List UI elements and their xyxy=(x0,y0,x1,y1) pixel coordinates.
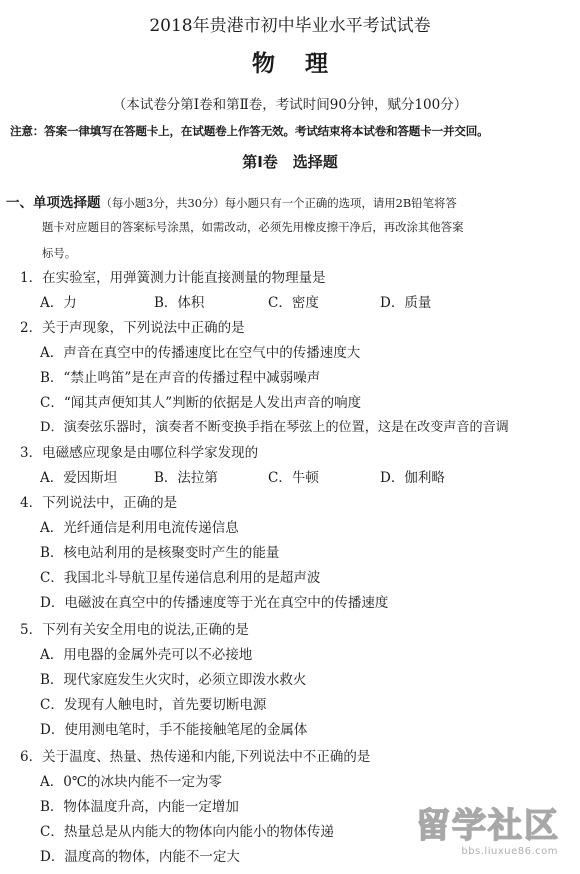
question-1-stem: 1．在实验室，用弹簧测力计能直接测量的物理量是 xyxy=(20,270,326,286)
watermark-logo xyxy=(410,806,560,862)
part-heading-line xyxy=(6,193,457,213)
question-4-option-d: D．电磁波在真空中的传播速度等于光在真空中的传播速度 xyxy=(40,595,389,611)
question-2-option-c: C．“闻其声便知其人”判断的依据是人发出声音的响度 xyxy=(40,395,362,411)
question-5-option-b: B．现代家庭发生火灾时，必须立即泼水救火 xyxy=(40,672,307,688)
question-2-option-d: D．演奏弦乐器时，演奏者不断变换手指在琴弦上的位置，这是在改变声音的音调 xyxy=(40,420,509,435)
exam-title: 2018年贵港市初中毕业水平考试试卷 xyxy=(149,16,431,36)
part-instructions-line2: 题卡对应题目的答案标号涂黑，如需改动，必须先用橡皮擦干净后，再改涂其他答案 xyxy=(42,220,464,234)
watermark-url: bbs.liuxue86.com xyxy=(461,846,558,857)
question-1-option-d: D．质量 xyxy=(380,295,432,311)
question-6-option-d: D．温度高的物体，内能不一定大 xyxy=(40,849,240,865)
section-title: 第Ⅰ卷 选择题 xyxy=(242,153,338,171)
question-2-option-b: B．“禁止鸣笛”是在声音的传播过程中减弱噪声 xyxy=(40,370,321,386)
question-6-option-c: C．热量总是从内能大的物体向内能小的物体传递 xyxy=(40,824,334,840)
watermark-logo-text: 留学社区 xyxy=(416,806,560,846)
part-heading: 一、单项选择题 xyxy=(6,195,101,211)
question-2-stem: 2．关于声现象，下列说法中正确的是 xyxy=(20,320,245,336)
question-5-option-c: C．发现有人触电时，首先要切断电源 xyxy=(40,697,267,713)
question-3-stem: 3．电磁感应现象是由哪位科学家发现的 xyxy=(20,445,259,461)
question-6-option-a: A．0℃的冰块内能不一定为零 xyxy=(40,774,222,790)
question-4-option-a: A．光纤通信是利用电流传递信息 xyxy=(40,520,239,536)
question-4-stem: 4．下列说法中，正确的是 xyxy=(20,495,178,511)
exam-notice: 注意：答案一律填写在答题卡上，在试题卷上作答无效。考试结束将本试卷和答题卡一并交回。 xyxy=(10,124,489,138)
subject-title: 物理 xyxy=(252,50,358,77)
question-5-option-d: D．使用测电笔时，手不能接触笔尾的金属体 xyxy=(40,722,308,738)
part-instructions-line3: 标号。 xyxy=(42,246,77,260)
question-3-option-b: B．法拉第 xyxy=(154,470,218,486)
question-2-option-a: A．声音在真空中的传播速度比在空气中的传播速度大 xyxy=(40,345,361,361)
question-5-option-a: A．用电器的金属外壳可以不必接地 xyxy=(40,647,253,663)
question-4-option-c: C．我国北斗导航卫星传递信息利用的是超声波 xyxy=(40,570,321,586)
question-3-option-a: A．爱因斯坦 xyxy=(40,470,118,486)
question-6-option-b: B．物体温度升高，内能一定增加 xyxy=(40,799,239,815)
question-1-option-a: A．力 xyxy=(40,295,77,311)
question-1-option-c: C．密度 xyxy=(268,295,319,311)
question-3-option-d: D．伽利略 xyxy=(380,470,445,486)
question-1-option-b: B．体积 xyxy=(154,295,205,311)
question-4-option-b: B．核电站利用的是核聚变时产生的能量 xyxy=(40,545,280,561)
exam-meta: （本试卷分第Ⅰ卷和第Ⅱ卷，考试时间90分钟，赋分100分） xyxy=(112,97,468,113)
question-6-stem: 6．关于温度、热量、热传递和内能,下列说法中不正确的是 xyxy=(20,749,371,765)
question-3-option-c: C．牛顿 xyxy=(268,470,319,486)
question-5-stem: 5．下列有关安全用电的说法,正确的是 xyxy=(20,622,249,638)
part-instructions-line1: （每小题3分，共30分）每小题只有一个正确的选项，请用2B铅笔将答 xyxy=(100,196,457,210)
